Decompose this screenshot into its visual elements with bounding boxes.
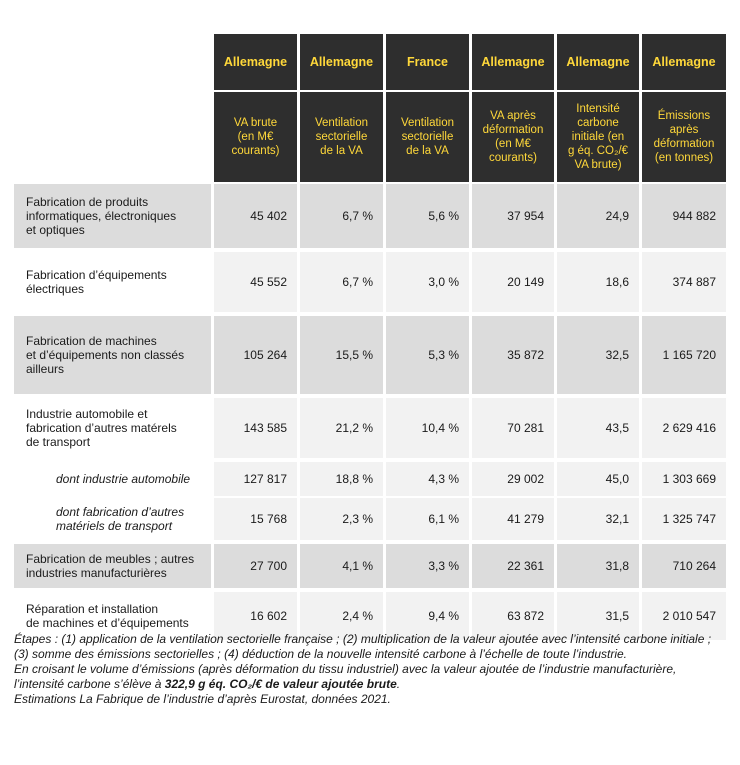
table-cell: 2,4 % (300, 592, 383, 640)
row-separator (14, 248, 726, 250)
table-cell: 31,5 (557, 592, 639, 640)
table-row (14, 316, 726, 394)
table-cell: 5,3 % (386, 316, 469, 394)
row-label: Fabrication de machines et d’équipements non classés ailleurs (14, 316, 211, 394)
row-label: Industrie automobile et fabrication d’autres matérels de transport (14, 398, 211, 458)
table-cell: 2 629 416 (642, 398, 726, 458)
table-cell: 374 887 (642, 252, 726, 312)
header-desc-3: VA après déformation (en M€ courants) (472, 92, 554, 182)
table-cell: 45 402 (214, 184, 297, 248)
table-cell: 4,3 % (386, 462, 469, 496)
row-separator (14, 394, 726, 396)
table-row (14, 544, 726, 588)
note-source: Estimations La Fabrique de l’industrie d’après Eurostat, données 2021. (14, 692, 391, 706)
table-cell: 9,4 % (386, 592, 469, 640)
table-cell: 29 002 (472, 462, 554, 496)
table-cell: 18,8 % (300, 462, 383, 496)
note-steps: Étapes : (1) application de la ventilation sectorielle française ; (2) multiplication de la valeur ajoutée avec l’intensité carbone initiale ; (3) somme des émissions sectorielles ; (4) déduction de la nouvelle intensité carbone à l’échelle de toute l’industrie. (14, 632, 712, 661)
table-row (14, 462, 726, 496)
table-cell: 15,5 % (300, 316, 383, 394)
table-cell: 24,9 (557, 184, 639, 248)
header-country-4: Allemagne (557, 34, 639, 90)
row-label: dont fabrication d’autres matériels de transport (14, 498, 211, 540)
header-desc-5: Émissions après déformation (en tonnes) (642, 92, 726, 182)
table-cell: 2 010 547 (642, 592, 726, 640)
table-cell: 27 700 (214, 544, 297, 588)
row-label: Fabrication de meubles ; autres industries manufacturières (14, 544, 211, 588)
header-country-3: Allemagne (472, 34, 554, 90)
table-row (14, 398, 726, 458)
footnotes (14, 632, 726, 707)
table-row (14, 184, 726, 248)
table-cell: 944 882 (642, 184, 726, 248)
table-cell: 3,0 % (386, 252, 469, 312)
table-cell: 45,0 (557, 462, 639, 496)
table-cell: 21,2 % (300, 398, 383, 458)
table-cell: 1 303 669 (642, 462, 726, 496)
table-cell: 6,1 % (386, 498, 469, 540)
table-cell: 20 149 (472, 252, 554, 312)
header-desc-1: Ventilation sectorielle de la VA (300, 92, 383, 182)
header-country-5: Allemagne (642, 34, 726, 90)
row-label: dont industrie automobile (14, 462, 211, 496)
table-cell: 6,7 % (300, 252, 383, 312)
table-cell: 37 954 (472, 184, 554, 248)
table-cell: 70 281 (472, 398, 554, 458)
table-cell: 43,5 (557, 398, 639, 458)
note-intensity-value: 322,9 g éq. CO₂/€ de valeur ajoutée brute (164, 677, 397, 691)
header-country-0: Allemagne (214, 34, 297, 90)
row-separator (14, 312, 726, 314)
table-cell: 10,4 % (386, 398, 469, 458)
table-row (14, 252, 726, 312)
table-cell: 1 165 720 (642, 316, 726, 394)
table-cell: 6,7 % (300, 184, 383, 248)
table-cell: 15 768 (214, 498, 297, 540)
header-desc-0: VA brute (en M€ courants) (214, 92, 297, 182)
table-cell: 32,1 (557, 498, 639, 540)
table-cell: 710 264 (642, 544, 726, 588)
table-cell: 35 872 (472, 316, 554, 394)
table-cell: 16 602 (214, 592, 297, 640)
table-cell: 127 817 (214, 462, 297, 496)
header-desc-2: Ventilation sectorielle de la VA (386, 92, 469, 182)
table-cell: 1 325 747 (642, 498, 726, 540)
table-cell: 45 552 (214, 252, 297, 312)
table-cell: 32,5 (557, 316, 639, 394)
table-cell: 63 872 (472, 592, 554, 640)
header-desc-4: Intensité carbone initiale (en g éq. CO₂/€ VA brute) (557, 92, 639, 182)
row-label: Réparation et installation de machines et d’équipements (14, 592, 211, 640)
table-cell: 22 361 (472, 544, 554, 588)
table-cell: 105 264 (214, 316, 297, 394)
row-separator (14, 540, 726, 542)
table-cell: 2,3 % (300, 498, 383, 540)
row-label: Fabrication d’équipements électriques (14, 252, 211, 312)
header-country-1: Allemagne (300, 34, 383, 90)
table-cell: 31,8 (557, 544, 639, 588)
table-cell: 18,6 (557, 252, 639, 312)
table-cell: 4,1 % (300, 544, 383, 588)
table-cell: 5,6 % (386, 184, 469, 248)
row-separator (14, 588, 726, 590)
table-cell: 3,3 % (386, 544, 469, 588)
table-cell: 41 279 (472, 498, 554, 540)
table-row (14, 498, 726, 540)
header-country-2: France (386, 34, 469, 90)
row-label: Fabrication de produits informatiques, électroniques et optiques (14, 184, 211, 248)
table-cell: 143 585 (214, 398, 297, 458)
row-separator (14, 458, 726, 460)
note-intensity: En croisant le volume d’émissions (après déformation du tissu industriel) avec la valeur ajoutée de l’industrie manufacturière, l’intensité carbone s’élève à 322,9 g éq. CO₂/€ de valeur ajoutée brute. (14, 662, 677, 691)
